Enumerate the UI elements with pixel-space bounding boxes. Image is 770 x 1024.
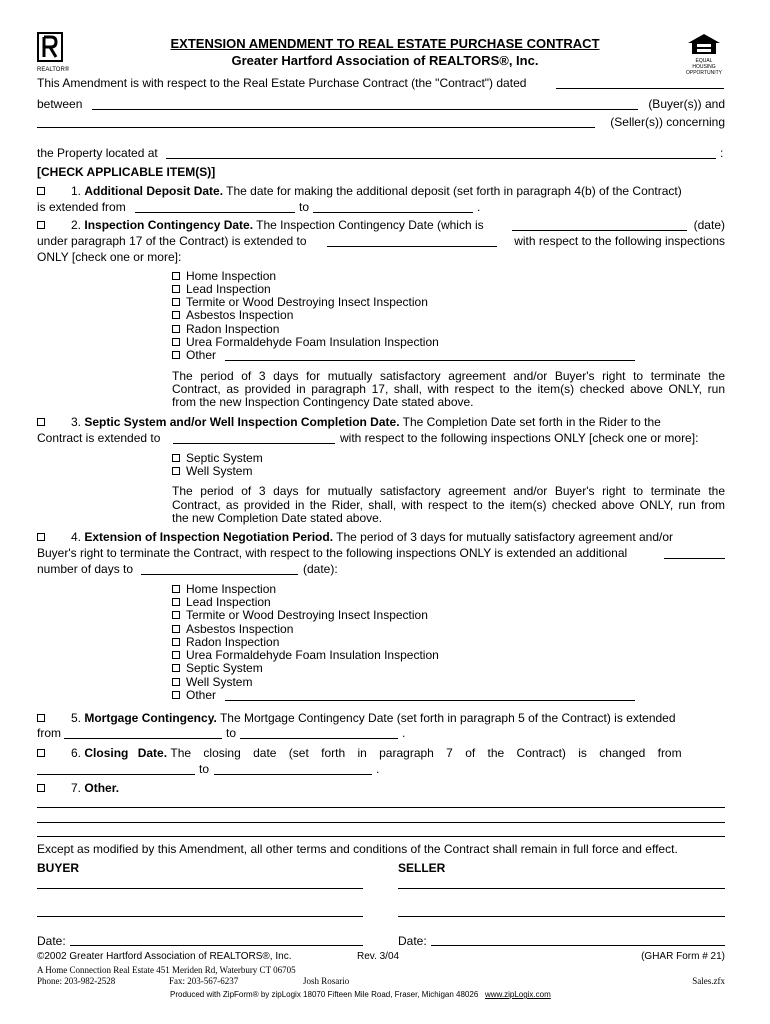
seller-signature-2[interactable] [398, 916, 725, 917]
checkbox[interactable] [172, 651, 180, 659]
item4-option[interactable]: Other [172, 688, 216, 702]
agent-name: Josh Rosario [303, 976, 350, 986]
item5-to-field[interactable] [240, 738, 398, 739]
item2-other-field[interactable] [225, 360, 635, 361]
item4-days-field[interactable] [664, 558, 725, 559]
item1-checkbox[interactable] [37, 187, 45, 195]
other-line-1[interactable] [37, 807, 725, 808]
produced-by: Produced with ZipForm® by zipLogix 18070 Fifteen Mile Road, Fraser, Michigan 48026 www.zipLogix.com [170, 990, 551, 999]
item2-date-label: (date) [693, 218, 725, 232]
checkbox[interactable] [172, 298, 180, 306]
buyer-signature-2[interactable] [37, 916, 363, 917]
item5-checkbox[interactable] [37, 714, 45, 722]
item4-checkbox[interactable] [37, 533, 45, 541]
seller-signature-1[interactable] [398, 888, 725, 889]
item4-option[interactable]: Termite or Wood Destroying Insect Inspection [172, 608, 428, 622]
checkbox[interactable] [172, 454, 180, 462]
item3-period-text: The period of 3 days for mutually satisfactory agreement and/or Buyer's right to terminate the [172, 484, 725, 498]
item7-checkbox[interactable] [37, 784, 45, 792]
item2-line1: 2. Inspection Contingency Date. The Inspection Contingency Date (which is [37, 218, 484, 232]
item5-to-label: to [226, 726, 237, 740]
item2-line2a: under paragraph 17 of the Contract) is extended to [37, 234, 307, 248]
checkbox[interactable] [172, 285, 180, 293]
checkbox[interactable] [172, 585, 180, 593]
item2-option[interactable]: Other [172, 348, 216, 362]
fax: Fax: 203-567-6237 [169, 976, 239, 986]
item5-from-label: from [37, 726, 61, 740]
buyer-date-label: Date: [37, 934, 66, 948]
item3-option[interactable]: Septic System [172, 451, 263, 465]
other-line-2[interactable] [37, 822, 725, 823]
item2-period-text: from the new Inspection Contingency Date stated above. [172, 395, 474, 409]
item1-line1: 1. Additional Deposit Date. The date for making the additional deposit (set forth in paragraph 4(b) of the Contract) [37, 184, 725, 198]
check-heading: [CHECK APPLICABLE ITEM(S)] [37, 165, 216, 179]
checkbox[interactable] [172, 691, 180, 699]
checkbox[interactable] [172, 678, 180, 686]
item4-option[interactable]: Urea Formaldehyde Foam Insulation Inspection [172, 648, 439, 662]
except-text: Except as modified by this Amendment, all other terms and conditions of the Contract shall remain in full force and effect. [37, 842, 678, 856]
item5-period: . [402, 726, 406, 740]
item2-option[interactable]: Termite or Wood Destroying Insect Inspection [172, 295, 428, 309]
item2-line2b: with respect to the following inspections [514, 234, 725, 248]
property-colon: : [720, 146, 724, 160]
buyers-label: (Buyer(s)) and [648, 97, 725, 111]
property-address-field[interactable] [166, 158, 716, 159]
item6-checkbox[interactable] [37, 749, 45, 757]
ziplogix-link[interactable]: www.zipLogix.com [484, 990, 551, 999]
item3-period-text: Contract, as provided in the Rider, shall, with respect to the item(s) checked above ONLY, run from [172, 498, 725, 512]
item4-option[interactable]: Asbestos Inspection [172, 622, 293, 636]
item1-to-label: to [299, 200, 310, 214]
page-subtitle: Greater Hartford Association of REALTORS®, Inc. [231, 53, 539, 68]
company-line: A Home Connection Real Estate 451 Meriden Rd, Waterbury CT 06705 [37, 965, 296, 975]
seller-label: SELLER [398, 861, 446, 875]
item2-option[interactable]: Lead Inspection [172, 282, 271, 296]
item2-option[interactable]: Radon Inspection [172, 322, 279, 336]
revision: Rev. 3/04 [357, 951, 400, 962]
checkbox[interactable] [172, 638, 180, 646]
item4-line2: Buyer's right to terminate the Contract, with respect to the following inspections ONLY is extended an additional [37, 546, 628, 560]
checkbox[interactable] [172, 338, 180, 346]
item3-line2a: Contract is extended to [37, 431, 161, 445]
item4-option[interactable]: Well System [172, 675, 252, 689]
checkbox[interactable] [172, 325, 180, 333]
item4-other-field[interactable] [225, 700, 635, 701]
item2-period-text: The period of 3 days for mutually satisfactory agreement and/or Buyer's right to terminate the [172, 369, 725, 383]
item1-to-field[interactable] [313, 212, 473, 213]
item3-line2b: with respect to the following inspections ONLY [check one or more]: [340, 431, 699, 445]
item4-line3a: number of days to [37, 562, 134, 576]
item4-option[interactable]: Home Inspection [172, 582, 276, 596]
item6-line1: 6. Closing Date. The closing date (set forth in paragraph 7 of the Contract) is changed from [37, 746, 725, 760]
item2-extended-date-field[interactable] [327, 246, 497, 247]
buyer-label: BUYER [37, 861, 80, 875]
item6-from-field[interactable] [37, 774, 195, 775]
item3-checkbox[interactable] [37, 418, 45, 426]
copyright: ©2002 Greater Hartford Association of REALTORS®, Inc. [37, 951, 292, 962]
item2-period-text: Contract, as provided in paragraph 17, shall, with respect to the item(s) checked above ONLY, run [172, 382, 725, 396]
seller-date-field[interactable] [431, 945, 725, 946]
checkbox[interactable] [172, 611, 180, 619]
between-label: between [37, 97, 83, 111]
item6-to-field[interactable] [214, 774, 372, 775]
item2-line3: ONLY [check one or more]: [37, 250, 182, 264]
item3-period-text: the new Completion Date stated above. [172, 511, 383, 525]
checkbox[interactable] [172, 664, 180, 672]
buyer-date-field[interactable] [70, 945, 363, 946]
seller-date-label: Date: [398, 934, 427, 948]
item7-line1: 7. Other. [37, 781, 119, 795]
sellers-label: (Seller(s)) concerning [610, 115, 725, 129]
page-title: EXTENSION AMENDMENT TO REAL ESTATE PURCHASE CONTRACT [170, 36, 600, 51]
item2-current-date-field[interactable] [512, 230, 687, 231]
checkbox[interactable] [172, 272, 180, 280]
item2-option[interactable]: Home Inspection [172, 269, 276, 283]
item3-line1: 3. Septic System and/or Well Inspection Completion Date. The Completion Date set forth in the Rider to the [37, 415, 661, 429]
property-label: the Property located at [37, 146, 158, 160]
seller-names-field[interactable] [37, 127, 595, 128]
checkbox[interactable] [172, 467, 180, 475]
item1-period: . [477, 200, 481, 214]
checkbox[interactable] [172, 311, 180, 319]
item3-option[interactable]: Well System [172, 464, 252, 478]
item4-date-field[interactable] [141, 574, 298, 575]
intro-line: This Amendment is with respect to the Real Estate Purchase Contract (the "Contract") dated [37, 76, 527, 90]
item4-option[interactable]: Radon Inspection [172, 635, 279, 649]
item2-checkbox[interactable] [37, 221, 45, 229]
item6-to-label: to [199, 762, 210, 776]
equal-housing-text: EQUAL HOUSING OPPORTUNITY [685, 58, 723, 76]
form-number: (GHAR Form # 21) [641, 951, 725, 962]
item2-option[interactable]: Urea Formaldehyde Foam Insulation Inspection [172, 335, 439, 349]
item2-option[interactable]: Asbestos Inspection [172, 308, 293, 322]
item1-from-field[interactable] [135, 212, 295, 213]
item4-line3b: (date): [303, 562, 338, 576]
buyer-names-field[interactable] [92, 109, 638, 110]
item3-date-field[interactable] [173, 443, 335, 444]
buyer-signature-1[interactable] [37, 888, 363, 889]
checkbox[interactable] [172, 625, 180, 633]
item1-from-label: is extended from [37, 200, 126, 214]
file-name: Sales.zfx [692, 976, 725, 986]
other-line-3[interactable] [37, 836, 725, 837]
checkbox[interactable] [172, 351, 180, 359]
phone: Phone: 203-982-2528 [37, 976, 116, 986]
item4-option[interactable]: Septic System [172, 661, 263, 675]
realtor-logo-text: REALTOR® [37, 67, 70, 73]
contract-date-field[interactable] [556, 88, 724, 89]
item4-line1: 4. Extension of Inspection Negotiation Period. The period of 3 days for mutually satisfactory agreement and/or [37, 530, 673, 544]
item6-period: . [376, 762, 380, 776]
checkbox[interactable] [172, 598, 180, 606]
item4-option[interactable]: Lead Inspection [172, 595, 271, 609]
item5-line1: 5. Mortgage Contingency. The Mortgage Contingency Date (set forth in paragraph 5 of the Contract) is extended [37, 711, 676, 725]
item5-from-field[interactable] [64, 738, 222, 739]
